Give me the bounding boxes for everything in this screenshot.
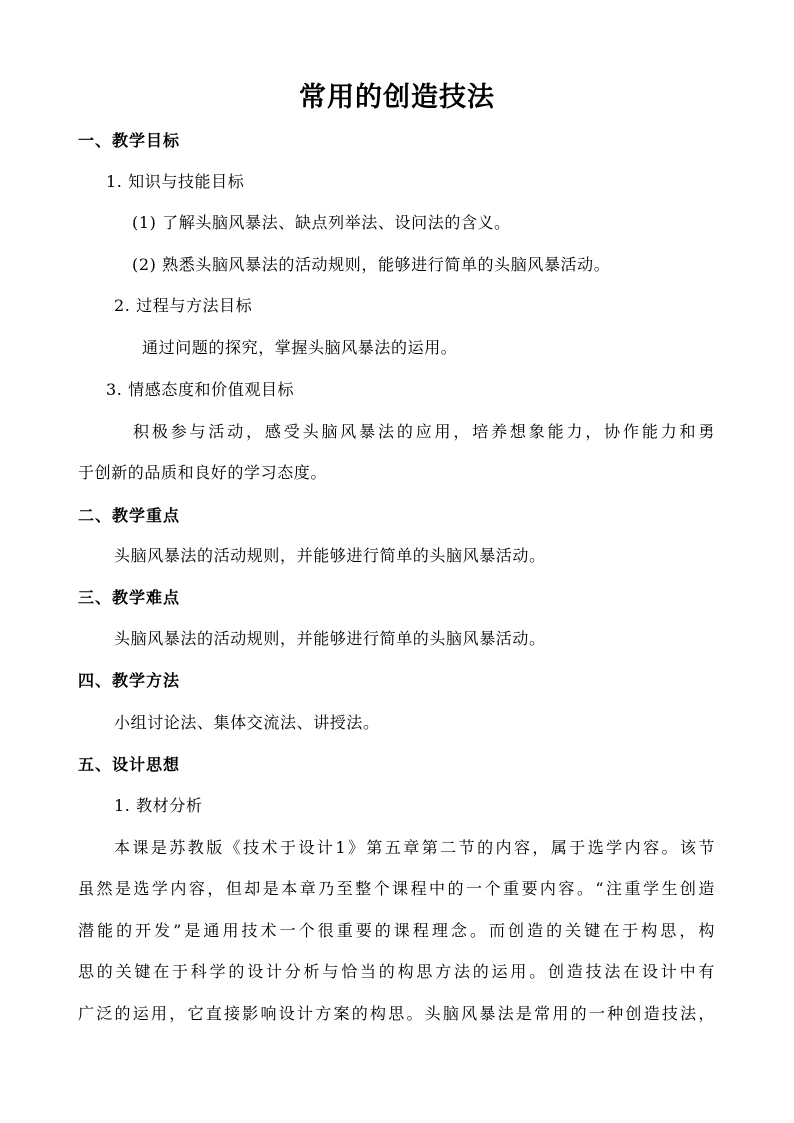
section-heading-methods: 四、教学方法 (78, 671, 181, 690)
subheading-material-analysis: 1. 教材分析 (114, 796, 203, 815)
analysis-line-3: 潜能的开发”是通用技术一个很重要的课程理念。而创造的关键在于构思，构 (78, 921, 715, 940)
objective-item-2: (2) 熟悉头脑风暴法的活动规则，能够进行简单的头脑风暴活动。 (132, 255, 611, 274)
attitude-text-line-2: 于创新的品质和良好的学习态度。 (78, 463, 328, 482)
analysis-line-4: 思的关键在于科学的设计分析与恰当的构思方法的运用。创造技法在设计中有 (78, 962, 715, 981)
attitude-text-line-1: 积极参与活动，感受头脑风暴法的应用，培养想象能力，协作能力和勇 (133, 422, 715, 441)
section-heading-design-idea: 五、设计思想 (78, 755, 181, 774)
section-heading-difficulties: 三、教学难点 (78, 588, 181, 607)
analysis-line-1: 本课是苏教版《技术于设计1》第五章第二节的内容，属于选学内容。该节 (114, 838, 715, 857)
difficulties-text: 头脑风暴法的活动规则，并能够进行简单的头脑风暴活动。 (114, 629, 546, 648)
section-heading-objectives: 一、教学目标 (78, 131, 181, 150)
analysis-line-5: 广泛的运用，它直接影响设计方案的构思。头脑风暴法是常用的一种创造技法， (78, 1004, 715, 1023)
key-points-text: 头脑风暴法的活动规则，并能够进行简单的头脑风暴活动。 (114, 546, 546, 565)
objective-item-1: (1) 了解头脑风暴法、缺点列举法、设问法的含义。 (132, 213, 511, 232)
analysis-line-2: 虽然是选学内容，但却是本章乃至整个课程中的一个重要内容。“注重学生创造 (78, 879, 715, 898)
subheading-process-method: 2. 过程与方法目标 (114, 296, 253, 315)
subheading-knowledge-skills: 1. 知识与技能目标 (106, 172, 245, 191)
methods-text: 小组讨论法、集体交流法、讲授法。 (114, 713, 380, 732)
section-heading-key-points: 二、教学重点 (78, 506, 181, 525)
process-method-text: 通过问题的探究，掌握头脑风暴法的运用。 (142, 338, 458, 357)
document-title: 常用的创造技法 (299, 82, 495, 113)
subheading-attitude-values: 3. 情感态度和价值观目标 (106, 380, 295, 399)
